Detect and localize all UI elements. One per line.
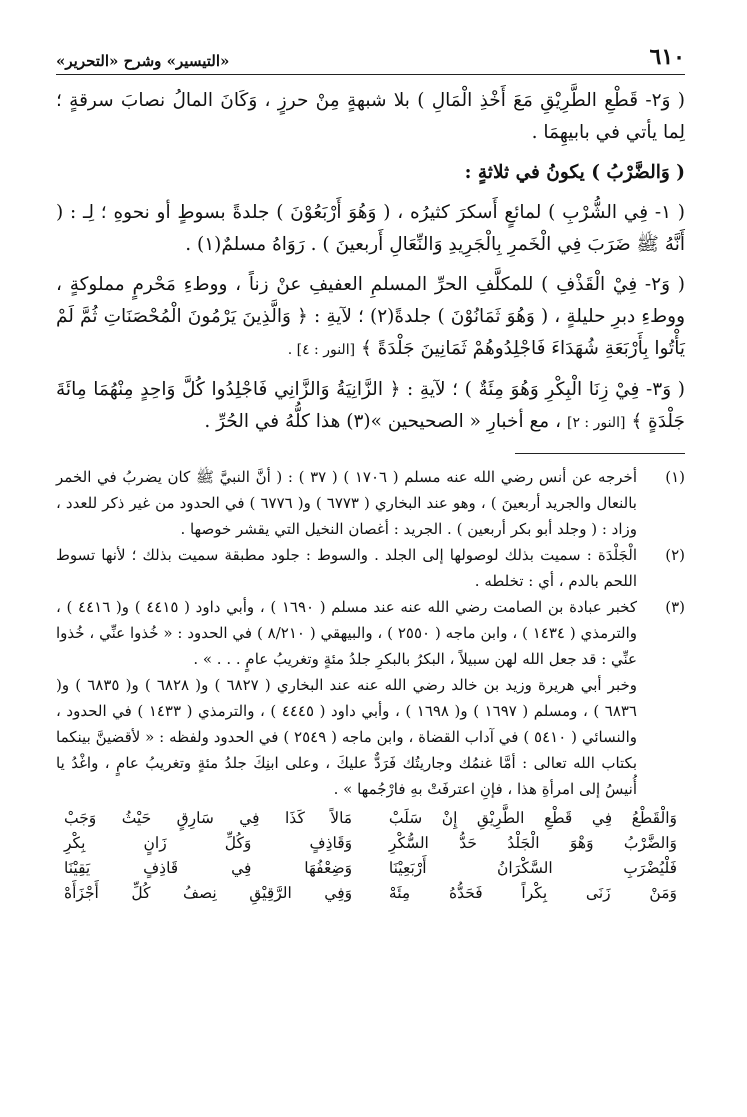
verse-second-hemistich: وَفِي الرَّقِيْقِ نِصفُ كُلِّ أَجْزَأَهْ <box>64 884 353 902</box>
footnote-text: الْجَلْدَة : سميت بذلك لوصولها إلى الجلد . والسوط : جلود مطبقة سميت بذلك ؛ لأنها تسوط اللحم بالدم ، أي : تخلطه . <box>56 546 637 590</box>
flogging-heading: ( وَالضَّرْبُ ) يكونُ في ثلاثةٍ : <box>464 162 685 183</box>
footnote-number: (٣) <box>665 598 685 616</box>
footnote-number: (٢) <box>665 546 685 564</box>
footnote-3 <box>56 594 685 802</box>
quran-citation-nur-2: [النور : ٢] <box>566 415 626 431</box>
running-title: «التيسير» وشرح «التحرير» <box>56 52 230 70</box>
footnote-separator <box>515 453 685 454</box>
verse-first-hemistich: وَمَنْ زَنَى بِكْراً فَحَدُّهُ مِئَهْ <box>388 884 677 902</box>
zina-text: ( وَ٣- فِيْ زِنَا الْبِكْرِ وَهُوَ مِئَةٌ ) ؛ لآيةِ : ﴿ الزَّانِيَةُ وَالزَّانِي فَاجْلِدُوا كُلَّ وَاحِدٍ مِنْهُمَا مِائَةَ جَلْدَةٍ ﴾ <box>56 379 685 432</box>
verse-second-hemistich: وَقَاذِفٍ وَكُلِّ زَانٍ بِكْرِ <box>64 834 353 852</box>
footnote-2 <box>56 542 685 594</box>
paragraph-zina-bikr <box>56 374 685 439</box>
paragraph-flogging-heading <box>56 157 685 189</box>
footnotes <box>56 464 685 906</box>
didactic-poem <box>56 806 685 906</box>
footnote-text: أخرجه عن أنس رضي الله عنه مسلم ( ١٧٠٦ ) ( ٣٧ ) : ( أنَّ النبيَّ ﷺ كان يضربُ في الخمر بالنعال والجريد أربعينَ ) ، وهو عند البخاري ( ٦٧٧٣ ) و( ٦٧٧٦ ) في الحدود من غير ذكر للعدد ، وزاد : ( وجلد أبو بكر أربعين ) . الجريد : أغصان النخيل التي يقشر خوصها . <box>56 468 637 538</box>
verse-second-hemistich: وَضِعْفُهَا فِي قَاذِفٍ يَقِيْنَا <box>64 859 353 877</box>
paragraph-drinking: ( ١- فِي الشُّرْبِ ) لمائعٍ أَسكرَ كثيرُه ، ( وَهُوَ أَرْبَعُوْنَ ) جلدةً بسوطٍ أو نحوهِ ؛ لِـ : ( أَنَّهُ ﷺ ضَرَبَ فِي الْخَمرِ بِالْجَرِيدِ وَالنِّعَالِ أَربعينَ ) . رَوَاهُ مسلمٌ(١) . <box>56 202 685 255</box>
poem-verse <box>56 831 685 856</box>
verse-second-hemistich: مَالاً كَذَا فِي سَارِقٍ حَيْثُ وَجَبْ <box>64 809 353 827</box>
poem-verse <box>56 856 685 881</box>
page-number: ٦١٠ <box>649 44 685 70</box>
poem-verse <box>56 806 685 831</box>
paragraph-theft-robbery: ( وَ٢- قَطْعِ الطَّرِيْقِ مَعَ أَخْذِ الْمَالِ ) بلا شبهةٍ مِنْ حرزٍ ، وَكَانَ المالُ نصابَ سرقةٍ ؛ لِما يأتي في بابيهِمَا . <box>56 90 685 143</box>
footnote-1 <box>56 464 685 542</box>
slander-text: ( وَ٢- فِيْ الْقَذْفِ ) للمكلَّفِ الحرِّ المسلمِ العفيفِ عنْ زناً ، ووطءِ مَحْرمٍ مملوكةٍ ، ووطءِ دبرِ حليلةٍ ، ( وَهُوَ ثَمَانُوْنَ ) جلدةً(٢) ؛ لآيةِ : ﴿ وَالَّذِينَ يَرْمُونَ الْمُحْصَنَاتِ ثُمَّ لَمْ يَأْتُوا بِأَرْبَعَةِ شُهَدَاءَ فَاجْلِدُوهُمْ ثَمَانِينَ جَلْدَةً ﴾ <box>56 274 686 359</box>
main-text <box>56 85 685 439</box>
footnote-number: (١) <box>665 468 685 486</box>
zina-text-end: ، مع أخبارِ « الصحيحين »(٣) هذا كلُّهُ في الحُرِّ . <box>204 411 562 432</box>
footnote-text-continued: وخبر أبي هريرة وزيد بن خالد رضي الله عنه عند البخاري ( ٦٨٢٧ ) و( ٦٨٢٨ ) و( ٦٨٣٥ ) و( ٦٨٣٦ ) ، ومسلم ( ١٦٩٧ ) و( ١٦٩٨ ) ، وأبي داود ( ٤٤٤٥ ) ، والترمذي ( ١٤٣٣ ) في الحدود ، والنسائي ( ٥٤١٠ ) في آداب القضاة ، وابن ماجه ( ٢٥٤٩ ) في الحدود ولفظه : « لأقضينَّ بينكما بكتاب الله تعالى : أمَّا غنمُك وجاريتُك فَرَدٌّ عليكَ ، وعلى ابنِكَ جلدُ مئةٍ وتغريبُ عامٍ ، واغْدُ يا أُنيسُ إلى امرأةِ هذا ، فإنِ اعترفَتْ بهِ فارْجُمها » . <box>56 676 638 798</box>
paragraph-slander <box>56 269 685 366</box>
verse-first-hemistich: فَلْيُضْرَبِ السَّكْرَانُ أَرْبَعِيْنَا <box>388 859 677 877</box>
footnote-text: كخبر عبادة بن الصامت رضي الله عنه عند مسلم ( ١٦٩٠ ) ، وأبي داود ( ٤٤١٥ ) و( ٤٤١٦ ) ، والترمذي ( ١٤٣٤ ) ، وابن ماجه ( ٢٥٥٠ ) ، والبيهقي ( ٨/٢١٠ ) في الحدود : « خُذوا عنِّي ، خُذوا عنِّي : قد جعل الله لهن سبيلاً ، البكرُ بالبكرِ جلدُ مئةٍ وتغريبُ عامٍ . . . » . <box>56 598 637 668</box>
verse-first-hemistich: وَالضَّرْبُ وَهْوَ الْجَلْدُ حَدُّ السُّكْرِ <box>388 834 677 852</box>
verse-first-hemistich: وَالْقَطْعُ فِي قَطْعِ الطَّرِيْقِ إِنْ سَلَبْ <box>388 809 677 827</box>
page-header <box>56 40 685 75</box>
quran-citation-nur-4: [النور : ٤] . <box>287 342 356 358</box>
poem-verse <box>56 881 685 906</box>
